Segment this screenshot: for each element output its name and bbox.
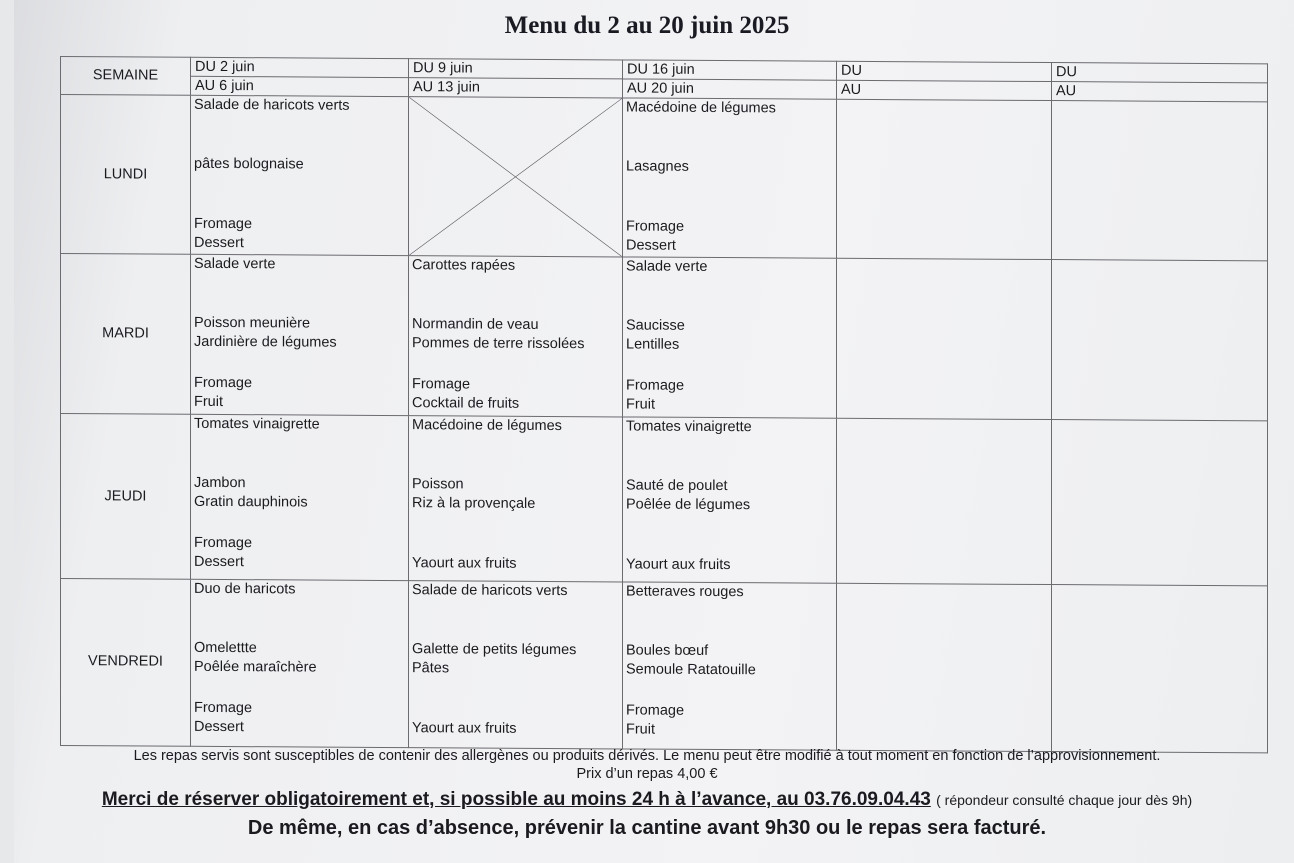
meal-price: Prix d’un repas 4,00 € — [576, 766, 718, 782]
meal-main: Galette de petits légumes — [412, 640, 577, 658]
meal-entree: Macédoine de légumes — [412, 417, 562, 435]
day-row — [61, 95, 1268, 262]
meal-side: Pommes de terre rissolées — [412, 335, 585, 353]
meal-side: Semoule Ratatouille — [626, 661, 756, 678]
meal-cheese: Fromage — [626, 702, 685, 719]
day-row — [61, 578, 1268, 753]
meal-cell — [409, 416, 623, 582]
cross-out-mark — [409, 97, 622, 257]
meal-entree: Tomates vinaigrette — [194, 416, 320, 434]
meal-cell — [191, 95, 409, 256]
meal-dessert: Yaourt aux fruits — [412, 555, 517, 573]
week-header — [1052, 63, 1268, 102]
meal-side: Poêlée maraîchère — [194, 658, 317, 676]
absence-notice: De même, en cas d’absence, prévenir la cantine avant 9h30 ou le repas sera facturé. — [247, 817, 1047, 839]
meal-main: Normandin de veau — [412, 316, 539, 334]
day-label: JEUDI — [61, 414, 191, 579]
meal-cheese: Fromage — [626, 218, 685, 235]
meal-dessert: Dessert — [194, 234, 244, 252]
semaine-header: SEMAINE — [61, 57, 191, 96]
menu-grid — [60, 56, 1267, 753]
meal-main: Boules bœuf — [626, 642, 709, 659]
meal-cell — [623, 417, 837, 583]
meal-cheese: Fromage — [194, 699, 253, 716]
week-end: AU — [841, 81, 862, 98]
meal-main: Omelettte — [194, 639, 257, 656]
empty-cell — [1052, 420, 1268, 586]
week-start: DU — [841, 62, 862, 79]
meal-dessert: Cocktail de fruits — [412, 395, 520, 413]
menu-table — [60, 56, 1268, 753]
meal-dessert: Fruit — [194, 394, 223, 411]
meal-dessert: Dessert — [194, 554, 244, 571]
week-end: AU 6 juin — [195, 77, 254, 95]
meal-cheese — [412, 536, 619, 556]
empty-cell — [1052, 584, 1268, 753]
meal-entree: Carottes rapées — [412, 257, 516, 275]
meal-side: Riz à la provençale — [412, 495, 536, 513]
meal-main: Saucisse — [626, 317, 685, 335]
meal-main: Lasagnes — [626, 158, 689, 175]
meal-entree: Salade de haricots verts — [412, 581, 568, 599]
meal-cheese: Fromage — [194, 375, 253, 392]
week-header — [409, 59, 623, 98]
meal-side: Poêlée de légumes — [626, 496, 751, 514]
meal-dessert: Fruit — [626, 721, 655, 738]
meal-side: Lentilles — [626, 336, 680, 354]
meal-cell — [191, 579, 409, 748]
meal-dessert: Fruit — [626, 396, 655, 413]
meal-dessert: Dessert — [194, 718, 244, 735]
allergen-notice: Les repas servis sont susceptibles de contenir des allergènes ou produits dérivés. Le menu peut être modifié à tout moment en fonction de l’approvisionnement. — [133, 748, 1161, 764]
meal-cheese — [412, 700, 619, 720]
meal-cell — [409, 256, 623, 418]
meal-entree: Macédoine de légumes — [626, 99, 776, 117]
reservation-text: Merci de réserver obligatoirement et, si possible au moins 24 h à l’avance, au 03.76.09.04.43 — [101, 789, 931, 810]
day-label: MARDI — [61, 254, 191, 415]
meal-cell — [191, 255, 409, 417]
week-end: AU 13 juin — [413, 79, 480, 96]
answering-machine-note: ( répondeur consulté chaque jour dès 9h) — [936, 792, 1193, 808]
meal-cheese: Fromage — [194, 535, 253, 552]
day-row — [61, 414, 1268, 586]
meal-cheese: Fromage — [626, 377, 685, 395]
meal-side: Pâtes — [412, 659, 450, 677]
week-header — [191, 57, 409, 96]
week-end: AU 20 juin — [627, 80, 694, 97]
empty-cell — [837, 419, 1052, 585]
week-start: DU — [1056, 64, 1077, 81]
meal-entree: Salade verte — [626, 258, 708, 276]
empty-cell — [837, 583, 1052, 752]
meal-cell — [623, 98, 837, 259]
meal-main: Poisson meunière — [194, 315, 311, 332]
meal-side: Gratin dauphinois — [194, 494, 308, 511]
day-label: VENDREDI — [61, 578, 191, 746]
day-row — [61, 254, 1268, 422]
meal-cell — [623, 257, 837, 419]
week-header — [623, 60, 837, 99]
meal-cell — [623, 582, 837, 751]
meal-main: Jambon — [194, 475, 246, 492]
meal-cheese — [626, 537, 833, 557]
meal-cell — [191, 415, 409, 581]
day-label: LUNDI — [61, 95, 191, 255]
meal-entree: Tomates vinaigrette — [626, 418, 752, 436]
week-start: DU 2 juin — [195, 58, 255, 76]
empty-cell — [1052, 260, 1268, 422]
meal-main: Poisson — [412, 476, 464, 493]
meal-dessert: Dessert — [626, 237, 676, 254]
meal-main: pâtes bolognaise — [194, 155, 304, 173]
meal-dessert: Yaourt aux fruits — [412, 719, 517, 737]
meal-cell — [409, 580, 623, 749]
meal-entree: Salade verte — [194, 256, 276, 273]
week-start: DU 9 juin — [413, 60, 473, 77]
reservation-notice — [0, 789, 1294, 811]
meal-entree: Salade de haricots verts — [194, 96, 350, 114]
empty-cell — [837, 99, 1052, 260]
week-start: DU 16 juin — [627, 61, 695, 78]
meal-cheese: Fromage — [194, 215, 253, 233]
meal-entree: Betteraves rouges — [626, 583, 744, 600]
meal-cheese: Fromage — [412, 376, 471, 393]
meal-main: Sauté de poulet — [626, 477, 728, 495]
meal-side: Jardinière de légumes — [194, 334, 337, 351]
page-title: Menu du 2 au 20 juin 2025 — [504, 12, 790, 39]
week-header — [837, 61, 1052, 100]
meal-dessert: Yaourt aux fruits — [626, 556, 731, 574]
empty-cell — [1052, 101, 1268, 262]
week-end: AU — [1056, 83, 1077, 100]
empty-cell — [837, 259, 1052, 421]
crossed-out-cell — [409, 97, 623, 258]
meal-entree: Duo de haricots — [194, 580, 296, 598]
